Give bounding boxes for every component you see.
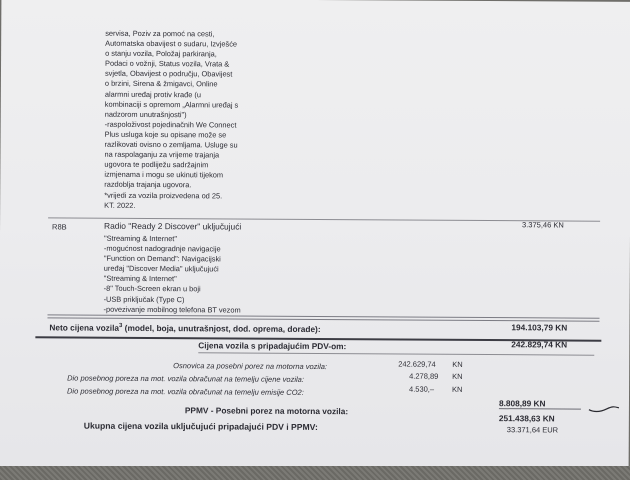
text-line: ugovora te podliježu sadržajnim (104, 159, 209, 170)
option-title: Radio "Ready 2 Discover" uključujući (104, 220, 242, 232)
text-line: o stanju vozila, Položaj parkiranja, (105, 48, 217, 59)
price-with-vat-label: Cijena vozila s pripadajućim PDV-om: (198, 340, 347, 352)
total-label: Ukupna cijena vozila uključujući pripadajući PDV i PPMV: (83, 420, 318, 433)
tax-row-amount: 4.530,– (409, 384, 435, 394)
net-price-label-rest: (model, boja, unutrašnjost, dod. oprema, dorade): (122, 322, 321, 335)
tax-row-amount: 242.629,74 (398, 359, 436, 369)
net-price-label (49, 322, 320, 334)
text-line: -USB priključak (Type C) (103, 294, 185, 304)
net-price-label-main: Neto cijena vozila (49, 322, 120, 333)
text-line: na raspolaganju za vrijeme trajanja (104, 149, 220, 160)
services-description (104, 29, 239, 211)
handwritten-mark-icon (587, 402, 621, 416)
text-line: izmjenama i mogu se ukinuti tijekom (104, 170, 224, 180)
net-price-value: 194.103,79 KN (511, 322, 568, 333)
text-line: "Streaming & Internet" (103, 233, 178, 244)
text-line: uređaj "Discover Media" uključujući (103, 263, 219, 274)
text-line: svjetla, Obavijest o području, Obavijest (104, 69, 233, 79)
text-line: -povezivanje mobilnog telefona BT vezom (103, 304, 241, 315)
text-line: KT. 2022. (104, 200, 136, 210)
text-line: -8" Touch-Screen ekran u boji (103, 284, 201, 294)
text-line: *vrijedi za vozila proizvedena od 25. (104, 190, 223, 200)
text-line: -mogućnost nadogradnje navigacije (103, 243, 221, 254)
tax-row-label: Dio posebnog poreza na mot. vozila obračunat na temelju emisije CO2: (67, 386, 304, 397)
text-line: -raspoloživost pojedinačnih We Connect (104, 119, 237, 130)
ppmv-label: PPMV - Posebni porez na motorna vozila: (184, 405, 349, 417)
tax-row-unit: KN (452, 359, 463, 369)
tax-row-label: Osnovica za posebni porez na motorna vozila: (173, 361, 328, 372)
total-value-kn: 251.438,63 KN (498, 413, 555, 424)
text-line: razdoblja trajanja ugovora. (104, 180, 192, 190)
total-value-eur: 33.371,64 EUR (506, 425, 559, 435)
text-line: "Streaming & Internet" (103, 274, 177, 284)
tax-row-unit: KN (452, 371, 463, 381)
text-line: kombinaciji s opremom „Alarmni uređaj s (104, 99, 239, 110)
text-line: razlikovati ovisno o zemljama. Usluge su (104, 139, 238, 150)
tax-row-amount: 4.278,89 (409, 371, 439, 381)
text-line: servisa, Poziv za pomoć na cesti, (105, 28, 215, 39)
price-with-vat-value: 242.829,74 KN (511, 339, 568, 350)
tax-row-label: Dio posebnog poreza na mot. vozila obračunat na temelju cijene vozila: (67, 373, 304, 384)
footnote-marker: 3 (119, 323, 123, 330)
text-line: Automatska obavijest o sudaru, Izvješće (105, 38, 238, 49)
text-line: Podaci o vožnji, Status vozila, Vrata & (105, 58, 230, 69)
text-line: nadzorom unutrašnjosti") (104, 109, 187, 119)
ppmv-value: 8.808,89 KN (498, 398, 546, 409)
option-code: R8B (52, 222, 67, 232)
option-details (104, 234, 242, 316)
text-line: o brzini, Sirena & žmigavci, Online (104, 79, 218, 89)
tax-row-unit: KN (452, 384, 463, 394)
row-divider (198, 352, 594, 355)
background-fabric (0, 466, 630, 480)
text-line: alarmni uređaj protiv krađe (u (104, 89, 202, 99)
text-line: "Function on Demand": Navigacijski (103, 253, 221, 264)
text-line: Plus usluga koje su opisane može se (104, 129, 227, 140)
row-divider (499, 408, 581, 410)
option-price: 3.375,46 KN (522, 220, 564, 230)
